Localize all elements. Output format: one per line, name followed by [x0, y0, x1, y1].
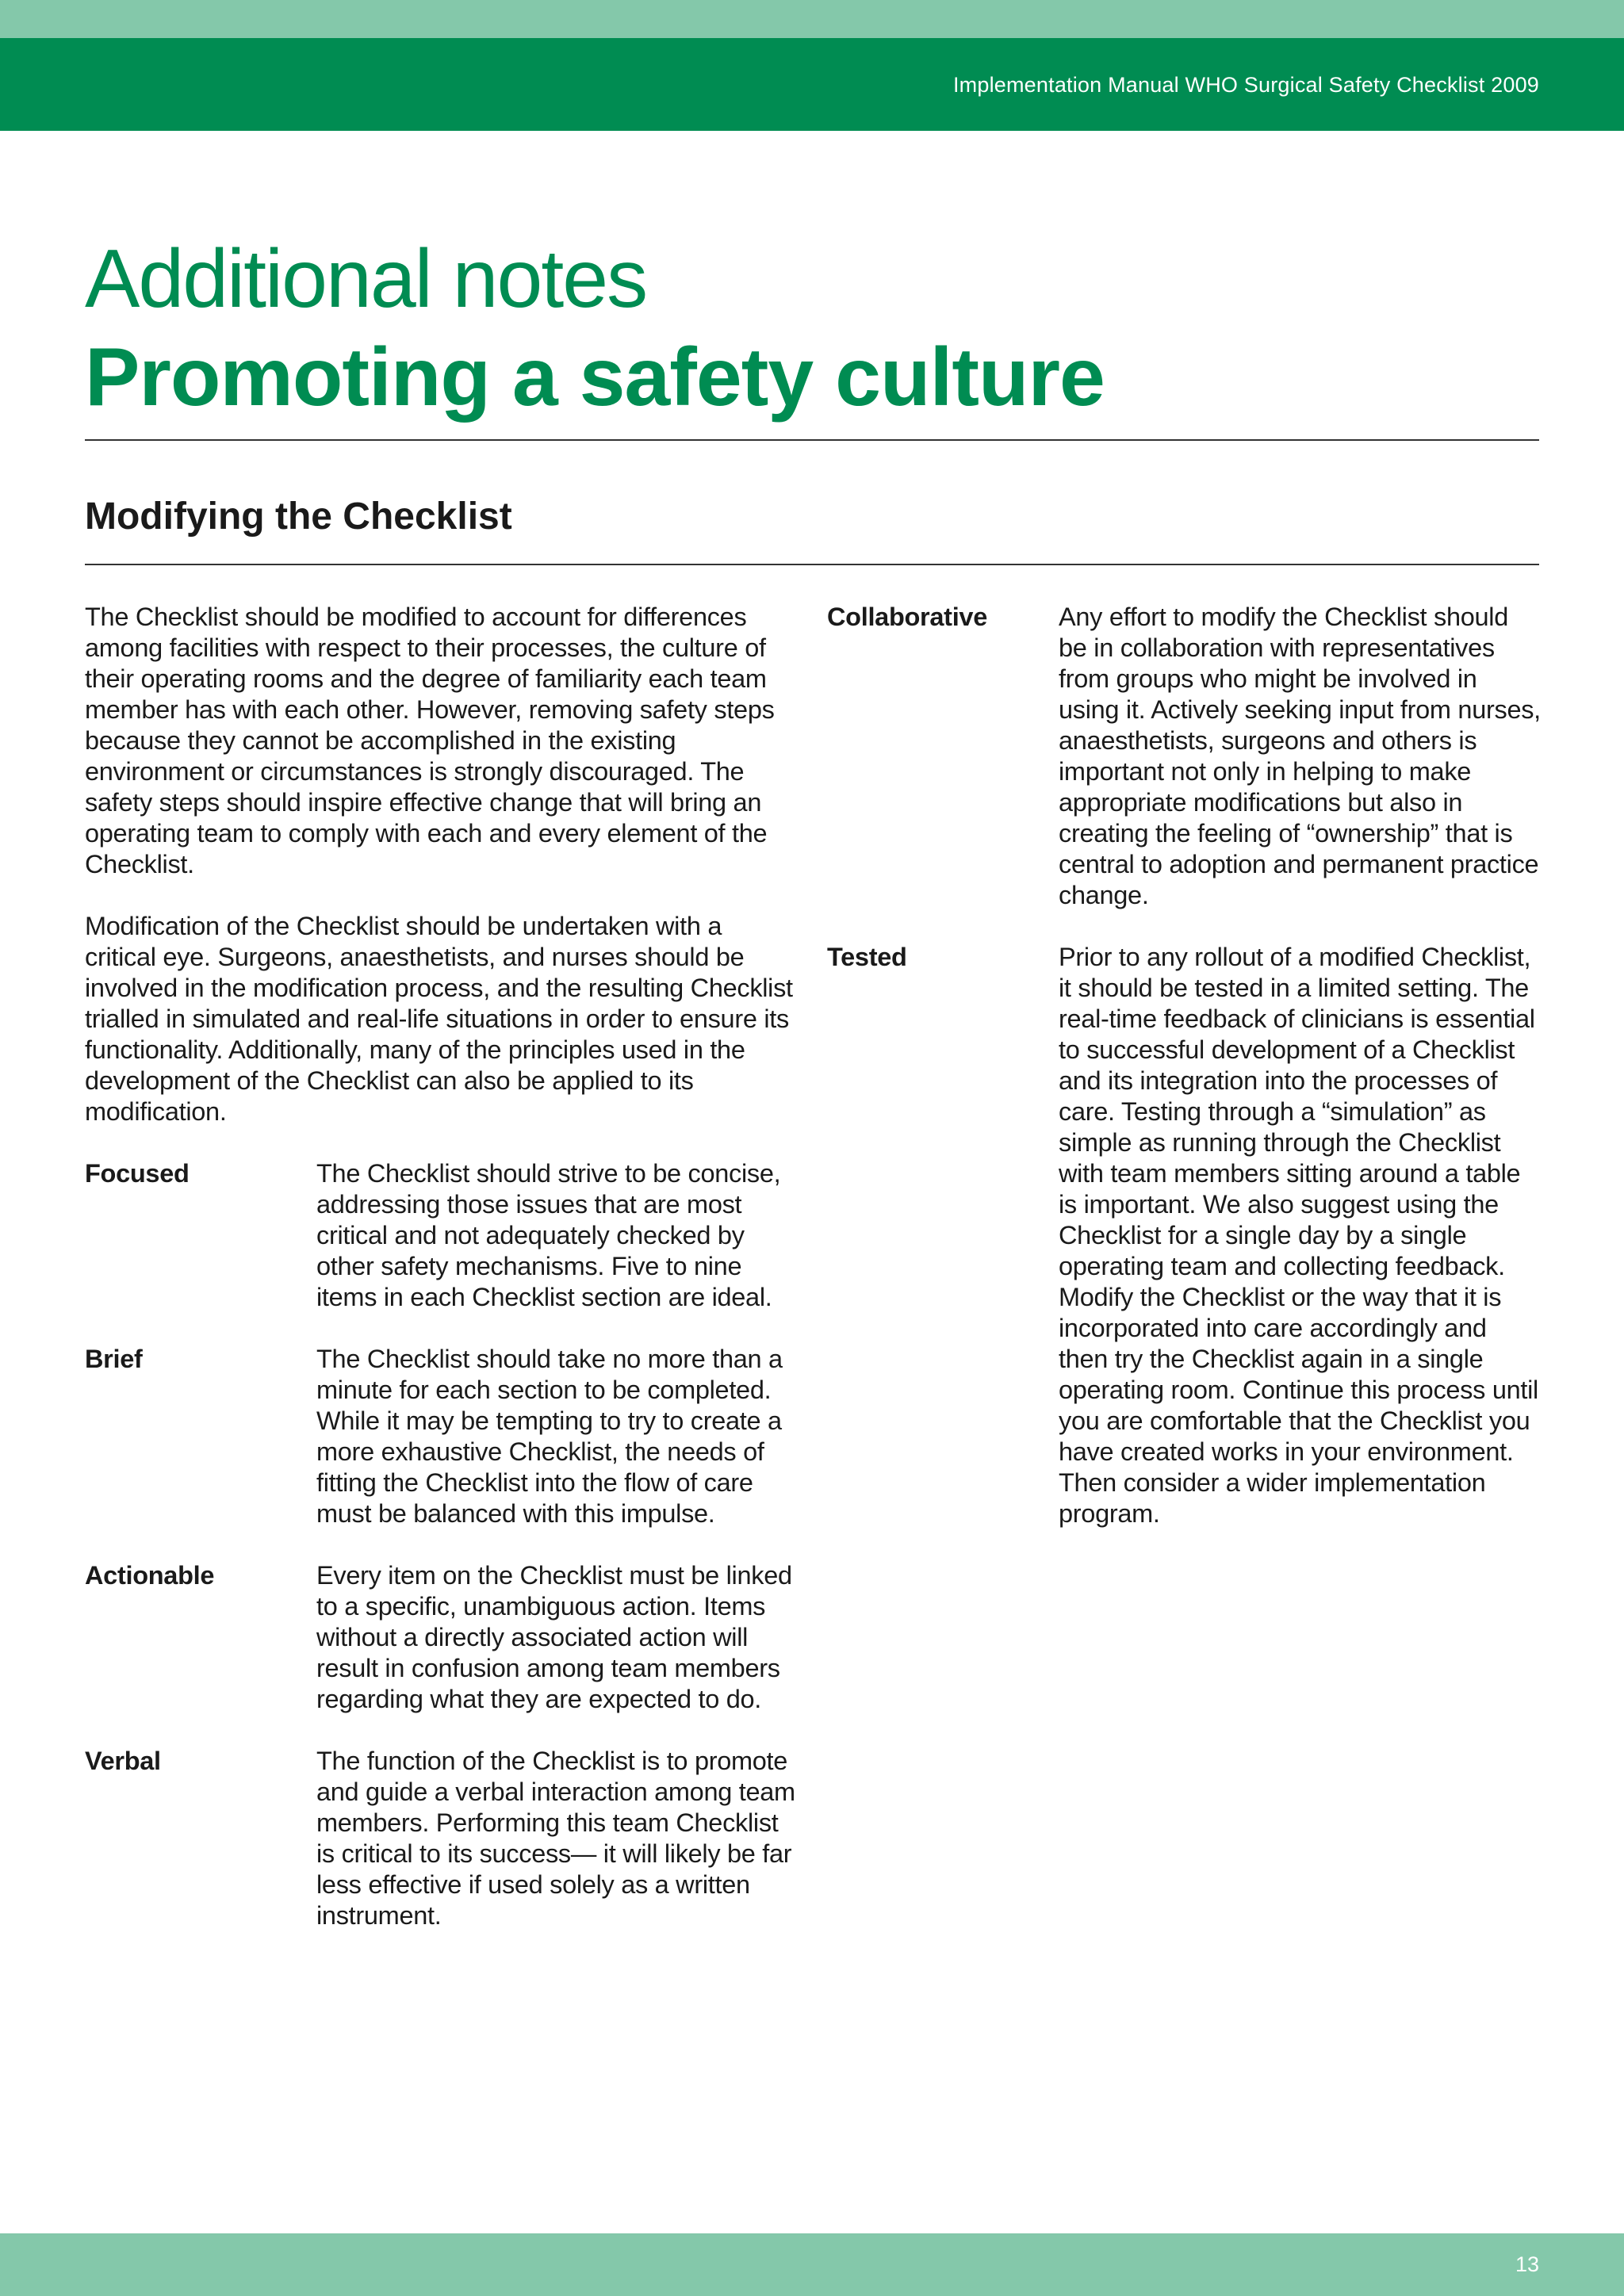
left-column: [85, 602, 799, 1962]
divider-section: [85, 564, 1539, 565]
principle-term: Brief: [85, 1345, 143, 1373]
principle-term: Verbal: [85, 1747, 161, 1775]
body-paragraph: Modification of the Checklist should be undertaken with a critical eye. Surgeons, anaesthetists, and nurses should be involved in the modification process, and the resulting Checklist trialled in simulated and real-life situations in order to ensure its functionality. Additionally, many of the principles used in the development of the Checklist can also be applied to its modification.: [85, 912, 793, 1126]
page-title-light: Additional notes: [85, 233, 647, 325]
header-title: Implementation Manual WHO Surgical Safety Checklist 2009: [952, 73, 1539, 97]
body-paragraph: The Checklist should be modified to account for differences among facilities with respect to their processes, the culture of their operating rooms and the degree of familiarity each team member has with each other. However, removing safety steps because they cannot be accomplished in the existing environment or circumstances is strongly discouraged. The safety steps should inspire effective change that will bring an operating team to comply with each and every element of the Checklist.: [85, 603, 775, 878]
principle-item-verbal: [85, 1746, 799, 1931]
principle-term: Collaborative: [827, 603, 987, 631]
section-heading: Modifying the Checklist: [85, 496, 512, 538]
principle-description: Any effort to modify the Checklist should be in collaboration with representatives from groups who might be involved in using it. Actively seeking input from nurses, anaesthetists, surgeons and others is important not only in helping to make appropriate modifications but also in creating the feeling of “ownership” that is central to adoption and permanent practice change.: [1059, 603, 1541, 909]
principle-item-collaborative: [827, 602, 1541, 911]
page-title-bold: Promoting a safety culture: [85, 331, 1105, 423]
right-column: [827, 602, 1541, 1560]
principle-item-tested: [827, 942, 1541, 1529]
page-number: 13: [1515, 2252, 1539, 2276]
divider-top: [85, 439, 1539, 441]
footer-bar: [0, 2233, 1624, 2296]
principle-description: The Checklist should take no more than a minute for each section to be completed. While it may be tempting to try to create a more exhaustive Checklist, the needs of fitting the Checklist into the flow of care must be balanced with this impulse.: [316, 1345, 783, 1528]
principle-term: Focused: [85, 1159, 190, 1188]
principle-item-focused: [85, 1158, 799, 1313]
principle-description: Every item on the Checklist must be linked to a specific, unambiguous action. Items without a directly associated action will result in confusion among team members regarding what they are expected to do.: [316, 1561, 792, 1713]
principle-description: Prior to any rollout of a modified Checklist, it should be tested in a limited setting. The real-time feedback of clinicians is essential to successful development of a Checklist and its integration into the processes of care. Testing through a “simulation” as simple as running through the Checklist with team members sitting around a table is important. We also suggest using the Checklist for a single day by a single operating team and collecting feedback. Modify the Checklist or the way that it is incorporated into care accordingly and then try the Checklist again in a single operating room. Continue this process until you are comfortable that the Checklist you have created works in your environment. Then consider a wider implementation program.: [1059, 943, 1538, 1528]
principle-description: The function of the Checklist is to promote and guide a verbal interaction among team members. Performing this team Checklist is critical to its success— it will likely be far less effective if used solely as a written instrument.: [316, 1747, 795, 1930]
principle-term: Actionable: [85, 1561, 215, 1590]
principle-description: The Checklist should strive to be concise, addressing those issues that are most critical and not adequately checked by other safety mechanisms. Five to nine items in each Checklist section are ideal.: [316, 1159, 781, 1311]
principle-item-actionable: [85, 1560, 799, 1715]
principle-item-brief: [85, 1344, 799, 1529]
top-color-band: [0, 0, 1624, 38]
principle-term: Tested: [827, 943, 907, 971]
